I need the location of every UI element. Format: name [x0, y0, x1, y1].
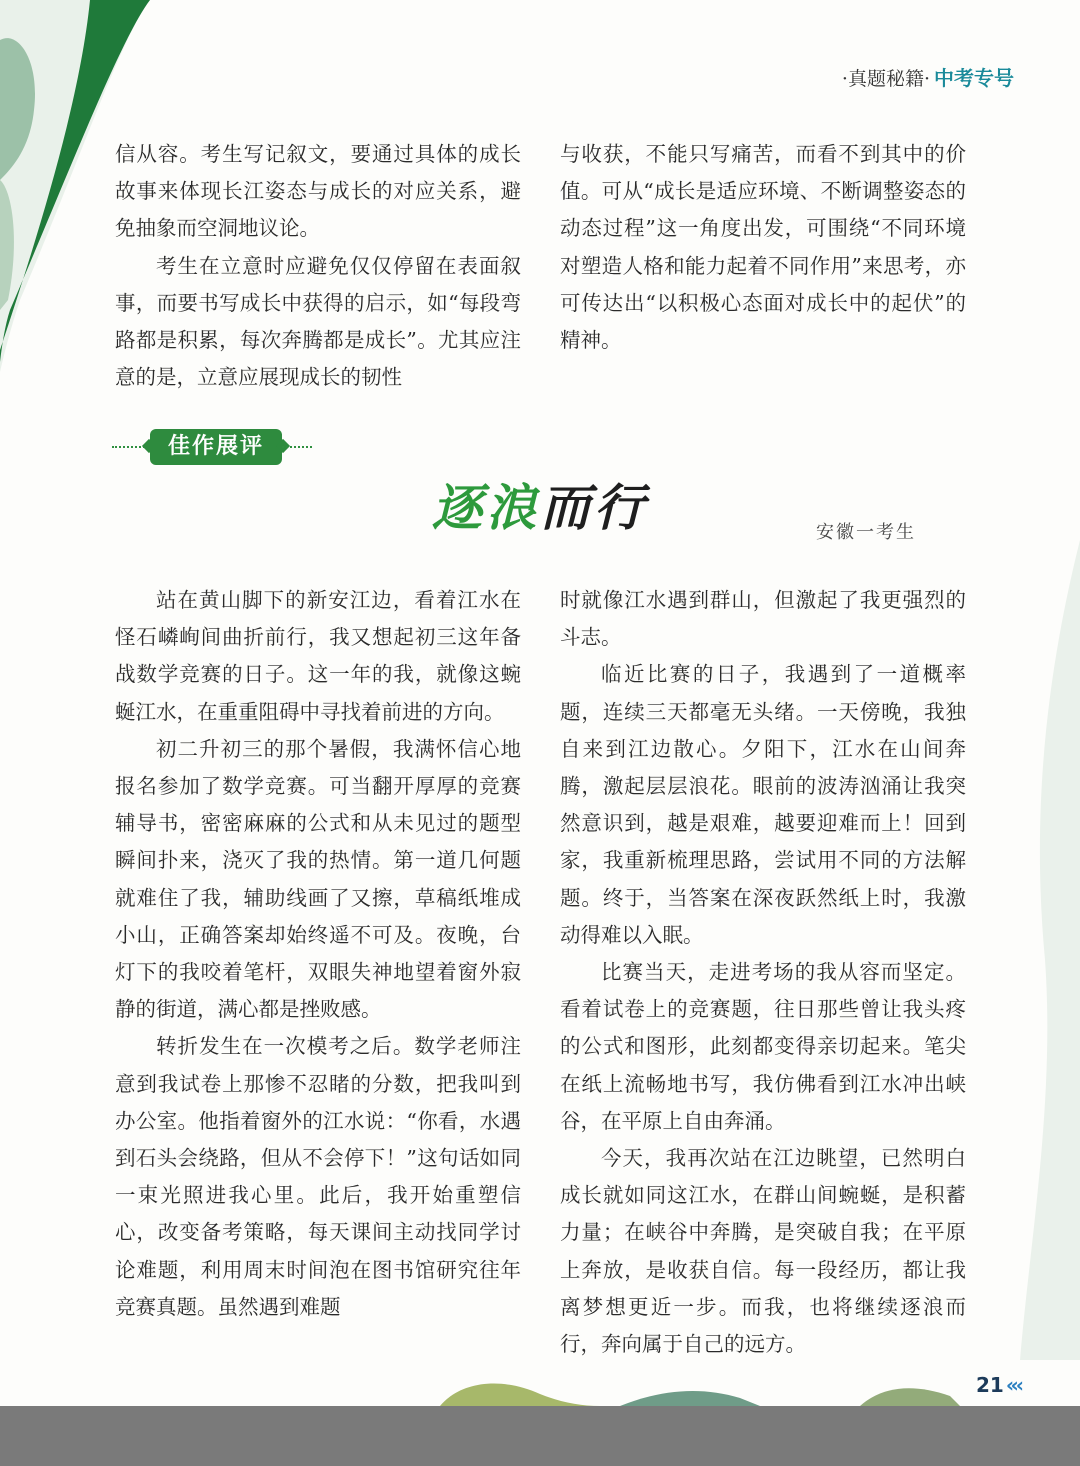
section-label-text: 佳作展评: [150, 429, 282, 465]
paragraph: 时就像江水遇到群山，但激起了我更强烈的斗志。: [560, 588, 966, 650]
essay-title-green: 逐浪: [432, 479, 540, 537]
essay-column-right: [560, 582, 966, 1363]
essay-title: [0, 468, 1080, 540]
paragraph: 与收获，不能只写痛苦，而看不到其中的价值。可从“成长是适应环境、不断调整姿态的动态过程”这一角度出发，可围绕“不同环境对塑造人格和能力起着不同作用”来思考，亦可传达出“以积极心态面对成长中的起伏”的精神。: [560, 142, 966, 353]
page-number: [976, 1373, 1021, 1397]
page-header: [842, 62, 1014, 91]
bottom-bar: [0, 1406, 1080, 1466]
analysis-column-right: [560, 136, 966, 359]
section-label: [112, 429, 312, 465]
header-brand: 中考专号: [934, 66, 1014, 90]
essay-column-left: [115, 582, 521, 1326]
dotted-line-right: [282, 446, 312, 448]
landscape-decoration-right: [990, 540, 1080, 1360]
paragraph: 临近比赛的日子，我遇到了一道概率题，连续三天都毫无头绪。一天傍晚，我独自来到江边散心。夕阳下，江水在山间奔腾，激起层层浪花。眼前的波涛汹涌让我突然意识到，越是艰难，越要迎难而上！回到家，我重新梳理思路，尝试用不同的方法解题。终于，当答案在深夜跃然纸上时，我激动得难以入眠。: [560, 662, 966, 947]
paragraph: 信从容。考生写记叙文，要通过具体的成长故事来体现长江姿态与成长的对应关系，避免抽象而空洞地议论。: [115, 142, 521, 241]
paragraph: 考生在立意时应避免仅仅停留在表面叙事，而要书写成长中获得的启示，如“每段弯路都是积累，每次奔腾都是成长”。尤其应注意的是，立意应展现成长的韧性: [115, 253, 521, 390]
paragraph: 站在黄山脚下的新安江边，看着江水在怪石嶙峋间曲折前行，我又想起初三这年备战数学竞赛的日子。这一年的我，就像这蜿蜒江水，在重重阻碍中寻找着前进的方向。: [115, 588, 521, 724]
header-section: ·真题秘籍·: [841, 68, 930, 90]
chevron-left-icon: «‹: [1005, 1373, 1022, 1397]
mountain-decoration-bottom: [0, 1372, 1080, 1406]
paragraph: 今天，我再次站在江边眺望，已然明白成长就如同这江水，在群山间蜿蜒，是积蓄力量；在峡谷中奔腾，是突破自我；在平原上奔放，是收获自信。每一段经历，都让我离梦想更近一步。而我，也将继续逐浪而行，奔向属于自己的远方。: [560, 1146, 966, 1357]
essay-title-dark: 而行: [540, 479, 648, 537]
paragraph: 比赛当天，走进考场的我从容而坚定。看着试卷上的竞赛题，往日那些曾让我头疼的公式和图形，此刻都变得亲切起来。笔尖在纸上流畅地书写，我仿佛看到江水冲出峡谷，在平原上自由奔涌。: [560, 960, 966, 1133]
paragraph: 初二升初三的那个暑假，我满怀信心地报名参加了数学竞赛。可当翻开厚厚的竞赛辅导书，密密麻麻的公式和从未见过的题型瞬间扑来，浇灭了我的热情。第一道几何题就难住了我，辅助线画了又擦，草稿纸堆成小山，正确答案却始终遥不可及。夜晚，台灯下的我咬着笔杆，双眼失神地望着窗外寂静的街道，满心都是挫败感。: [115, 736, 521, 1022]
essay-author: 安徽一考生: [816, 522, 916, 543]
analysis-column-left: [115, 136, 521, 396]
page-number-text: 21: [976, 1373, 1004, 1397]
paragraph: 转折发生在一次模考之后。数学老师注意到我试卷上那惨不忍睹的分数，把我叫到办公室。他指着窗外的江水说：“你看，水遇到石头会绕路，但从不会停下！”这句话如同一束光照进我心里。此后，我开始重塑信心，改变备考策略，每天课间主动找同学讨论难题，利用周末时间泡在图书馆研究往年竞赛真题。虽然遇到难题: [115, 1034, 521, 1319]
